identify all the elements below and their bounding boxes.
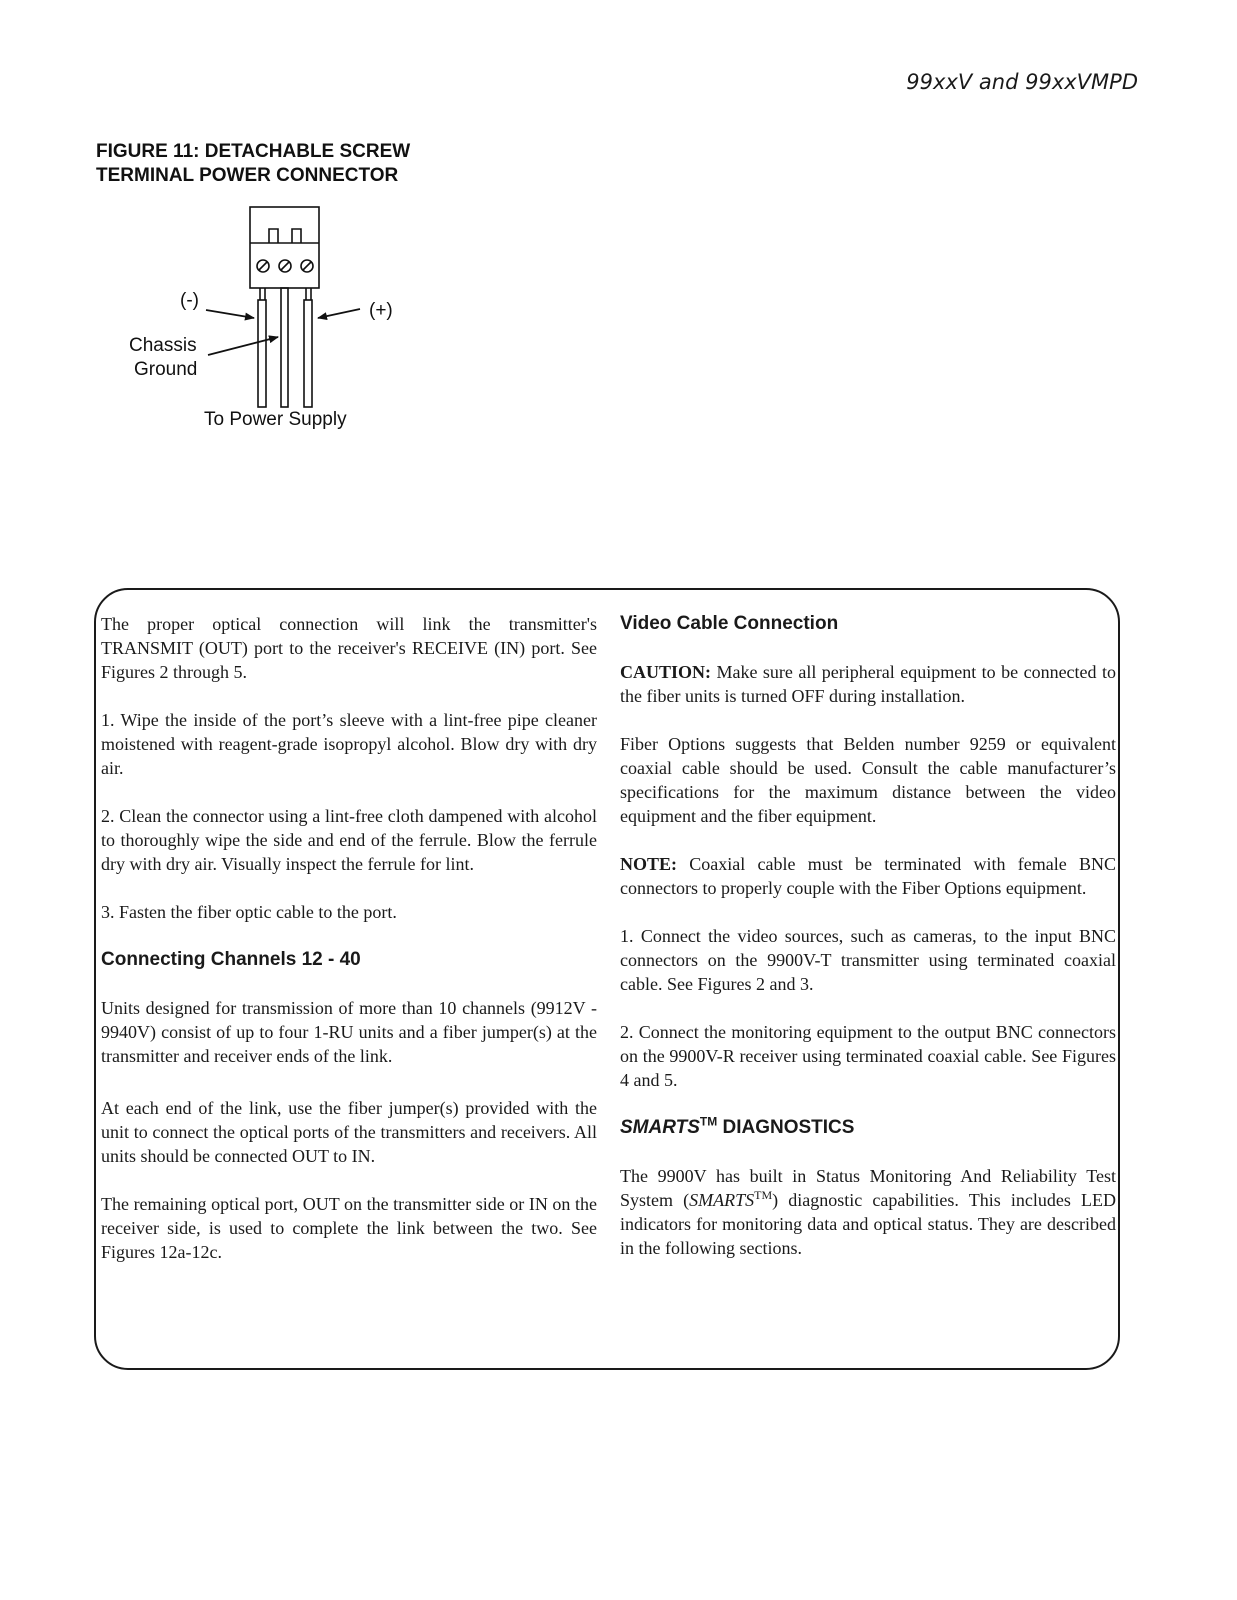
figure-caption-line2: TERMINAL POWER CONNECTOR <box>96 165 399 186</box>
paragraph-remaining-port: The remaining optical port, OUT on the transmitter side or IN on the receiver side, is used to complete the link between the two. See Figures 12a-12c. <box>101 1194 597 1262</box>
terminal-block <box>250 207 319 288</box>
paragraph-connect-monitoring: 2. Connect the monitoring equipment to the output BNC connectors on the 9900V-R receiver using terminated coaxial cable. See Figures 4 and 5. <box>620 1022 1116 1090</box>
heading-smarts-diagnostics <box>620 1116 1116 1140</box>
label-negative: (-) <box>180 290 199 311</box>
paragraph-optical-connection: The proper optical connection will link the transmitter's TRANSMIT (OUT) port to the receiver's RECEIVE (IN) port. See Figures 2 through 5. <box>101 614 597 682</box>
paragraph-smarts-description <box>620 1164 1116 1260</box>
right-column <box>620 612 1116 1284</box>
leader-arrows <box>206 309 360 355</box>
heading-diagnostics-word: DIAGNOSTICS <box>717 1117 855 1138</box>
paragraph-belden: Fiber Options suggests that Belden number 9259 or equivalent coaxial cable should be used. Consult the cable manufacturer’s specifications for the maximum distance between the video equipment and the fiber equipment. <box>620 734 1116 826</box>
document-header-title: 99xxV and 99xxVMPD <box>906 70 1138 94</box>
label-ground: Ground <box>134 359 198 380</box>
paragraph-step-3: 3. Fasten the fiber optic cable to the port. <box>101 902 397 922</box>
heading-tm-mark: TM <box>699 1114 718 1129</box>
connector-diagram <box>110 200 430 440</box>
paragraph-units-designed: Units designed for transmission of more than 10 channels (9912V - 9940V) consist of up to four 1-RU units and a fiber jumper(s) at the transmitter and receiver ends of the link. <box>101 998 597 1066</box>
note-label: NOTE: <box>620 854 678 874</box>
paragraph-each-end: At each end of the link, use the fiber jumper(s) provided with the unit to connect the optical ports of the transmitters and receivers. All units should be connected OUT to IN. <box>101 1098 597 1166</box>
paragraph-note <box>620 852 1116 900</box>
figure-caption <box>96 140 410 188</box>
note-text: Coaxial cable must be terminated with female BNC connectors to properly couple with the Fiber Options equipment. <box>620 854 1116 898</box>
heading-connecting-channels: Connecting Channels 12 - 40 <box>101 949 361 970</box>
smarts-desc-part1: The 9900V has built in Status Monitoring And Reliability Test System ( <box>620 1166 1116 1210</box>
figure-caption-line1: FIGURE 11: DETACHABLE SCREW <box>96 141 411 162</box>
smarts-desc-part2: ) diagnostic capabilities. This includes LED indicators for monitoring data and optical status. They are described in the following sections. <box>620 1190 1116 1258</box>
caution-text: Make sure all peripheral equipment to be connected to the fiber units is turned OFF during installation. <box>620 662 1116 706</box>
heading-smarts-word: SMARTS <box>620 1117 700 1138</box>
smarts-desc-smarts: SMARTS <box>689 1190 755 1210</box>
power-wires <box>258 288 312 407</box>
label-chassis: Chassis <box>129 335 197 356</box>
label-positive: (+) <box>369 300 393 321</box>
smarts-desc-tm: TM <box>754 1188 773 1202</box>
paragraph-caution <box>620 660 1116 708</box>
paragraph-step-2: 2. Clean the connector using a lint-free cloth dampened with alcohol to thoroughly wipe the side and end of the ferrule. Blow the ferrule dry with dry air. Visually inspect the ferrule for lint. <box>101 806 597 874</box>
heading-video-cable: Video Cable Connection <box>620 613 839 634</box>
paragraph-step-1: 1. Wipe the inside of the port’s sleeve with a lint-free pipe cleaner moistened with reagent-grade isopropyl alcohol. Blow dry with dry air. <box>101 710 597 778</box>
paragraph-connect-sources: 1. Connect the video sources, such as cameras, to the input BNC connectors on the 9900V-T transmitter using terminated coaxial cable. See Figures 2 and 3. <box>620 926 1116 994</box>
caution-label: CAUTION: <box>620 662 712 682</box>
left-column <box>101 612 597 1288</box>
label-power-supply: To Power Supply <box>204 409 347 430</box>
